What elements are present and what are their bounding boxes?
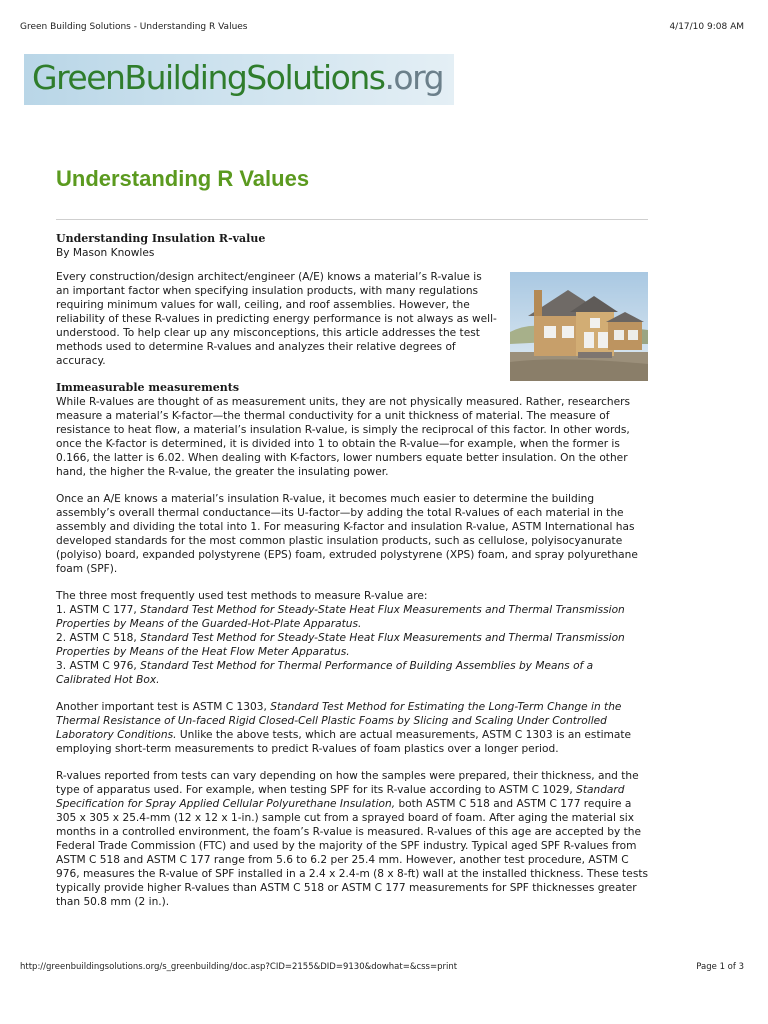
method-title: Standard Test Method for Steady-State Heat Flux Measurements and Thermal Transmission Properties by Means of the Guarded-Hot-Plate Apparatus. [56, 604, 625, 630]
article-subtitle: Understanding Insulation R-value [56, 232, 266, 245]
print-footer-url: http://greenbuildingsolutions.org/s_greenbuilding/doc.asp?CID=2155&DID=9130&dowhat=&css=print [20, 962, 458, 972]
page-title: Understanding R Values [56, 166, 310, 191]
paragraph-kfactor: While R-values are thought of as measurement units, they are not physically measured. Rather, researchers measure a material’s K-factor—the thermal conductivity for a unit thickness of material. The measure of resistance to heat flow, a material’s insulation R-value, is simply the reciprocal of this factor. In other words, once the K-factor is determined, it is divided into 1 to obtain the R-value—for example, when the former is 0.166, the latter is 6.02. When dealing with K-factors, lower numbers equate better insulation. On the other hand, the higher the R-value, the greater the insulating power. [56, 396, 631, 478]
spf-title: Standard Specification for Spray Applied Cellular Polyurethane Insulation, [56, 784, 625, 810]
method-title: Standard Test Method for Thermal Performance of Building Assemblies by Means of a Calibrated Hot Box. [56, 660, 594, 686]
article-body [56, 232, 648, 922]
method-title: Standard Test Method for Steady-State Heat Flux Measurements and Thermal Transmission Properties by Means of the Heat Flow Meter Apparatus. [56, 632, 625, 658]
print-header-title: Green Building Solutions - Understanding R Values [20, 22, 248, 32]
house-photo [510, 272, 648, 381]
intro-paragraph: Every construction/design architect/engineer (A/E) knows a material’s R-value is an important factor when specifying insulation products, with many regulations requiring minimum values for wall, ceiling, and roof assemblies. However, the reliability of these R-values in predicting energy performance is not always as well-understood. To help clear up any misconceptions, this article addresses the test methods used to determine R-values and analyzes their relative degrees of accuracy. [56, 271, 497, 367]
section-heading: Immeasurable measurements [56, 381, 240, 394]
method-item: 3. ASTM C 976, [56, 660, 141, 672]
spf-text-end: both ASTM C 518 and ASTM C 177 require a 305 x 305 x 25.4-mm (12 x 12 x 1-in.) sample cut from a sprayed board of foam. After aging the material six months in a controlled environment, the foam’s R-value is measured. R-values of this age are accepted by the Federal Trade Commission (FTC) and used by the majority of the SPF industry. Typical aged SPF R-values from ASTM C 518 and ASTM C 177 range from 5.6 to 6.2 per 25.4 mm. However, another test procedure, ASTM C 976, measures the R-value of SPF installed in a 2.4 x 2.4-m (8 x 8-ft) wall at the installed thickness. These tests typically provide higher R-values than ASTM C 518 or ASTM C 177 measurements for SPF thicknesses greater than 50.8 mm (2 in.). [56, 798, 649, 908]
logo-text [32, 58, 443, 97]
title-divider [56, 219, 648, 220]
c1303-text-end: Unlike the above tests, which are actual measurements, ASTM C 1303 is an estimate employing short-term measurements to predict R-values of foam plastics over a longer period. [56, 729, 632, 755]
method-item: 1. ASTM C 177, [56, 604, 141, 616]
spf-text: R-values reported from tests can vary depending on how the samples were prepared, their thickness, and the type of apparatus used. For example, when testing SPF for its R-value according to ASTM C 1029, [56, 770, 639, 796]
paragraph-c1303 [56, 700, 648, 756]
print-footer-page: Page 1 of 3 [696, 962, 744, 972]
methods-intro: The three most frequently used test methods to measure R-value are: [56, 590, 428, 602]
paragraph-spf [56, 769, 648, 909]
article-byline: By Mason Knowles [56, 247, 155, 259]
c1303-text: Another important test is ASTM C 1303, [56, 701, 271, 713]
methods-list [56, 589, 648, 687]
print-header-datetime: 4/17/10 9:08 AM [669, 22, 744, 32]
house-illustration [510, 272, 648, 381]
logo-main-text: GreenBuildingSolutions [32, 58, 385, 97]
paragraph-ufactor: Once an A/E knows a material’s insulation R-value, it becomes much easier to determine the building assembly’s overall thermal conductance—its U-factor—by adding the total R-values of each material in the assembly and dividing the total into 1. For measuring K-factor and insulation R-value, ASTM International has developed standards for the most common plastic insulation products, such as cellulose, polyisocyanurate (polyiso) board, expanded polystyrene (EPS) foam, extruded polystyrene (XPS) foam, and spray polyurethane foam (SPF). [56, 493, 638, 575]
logo-tld: .org [384, 58, 444, 97]
method-item: 2. ASTM C 518, [56, 632, 141, 644]
site-logo [24, 54, 454, 105]
c1303-title: Standard Test Method for Estimating the Long-Term Change in the Thermal Resistance of Un-faced Rigid Closed-Cell Plastic Foams by Slicing and Scaling Under Controlled Laboratory Conditions. [56, 701, 622, 741]
